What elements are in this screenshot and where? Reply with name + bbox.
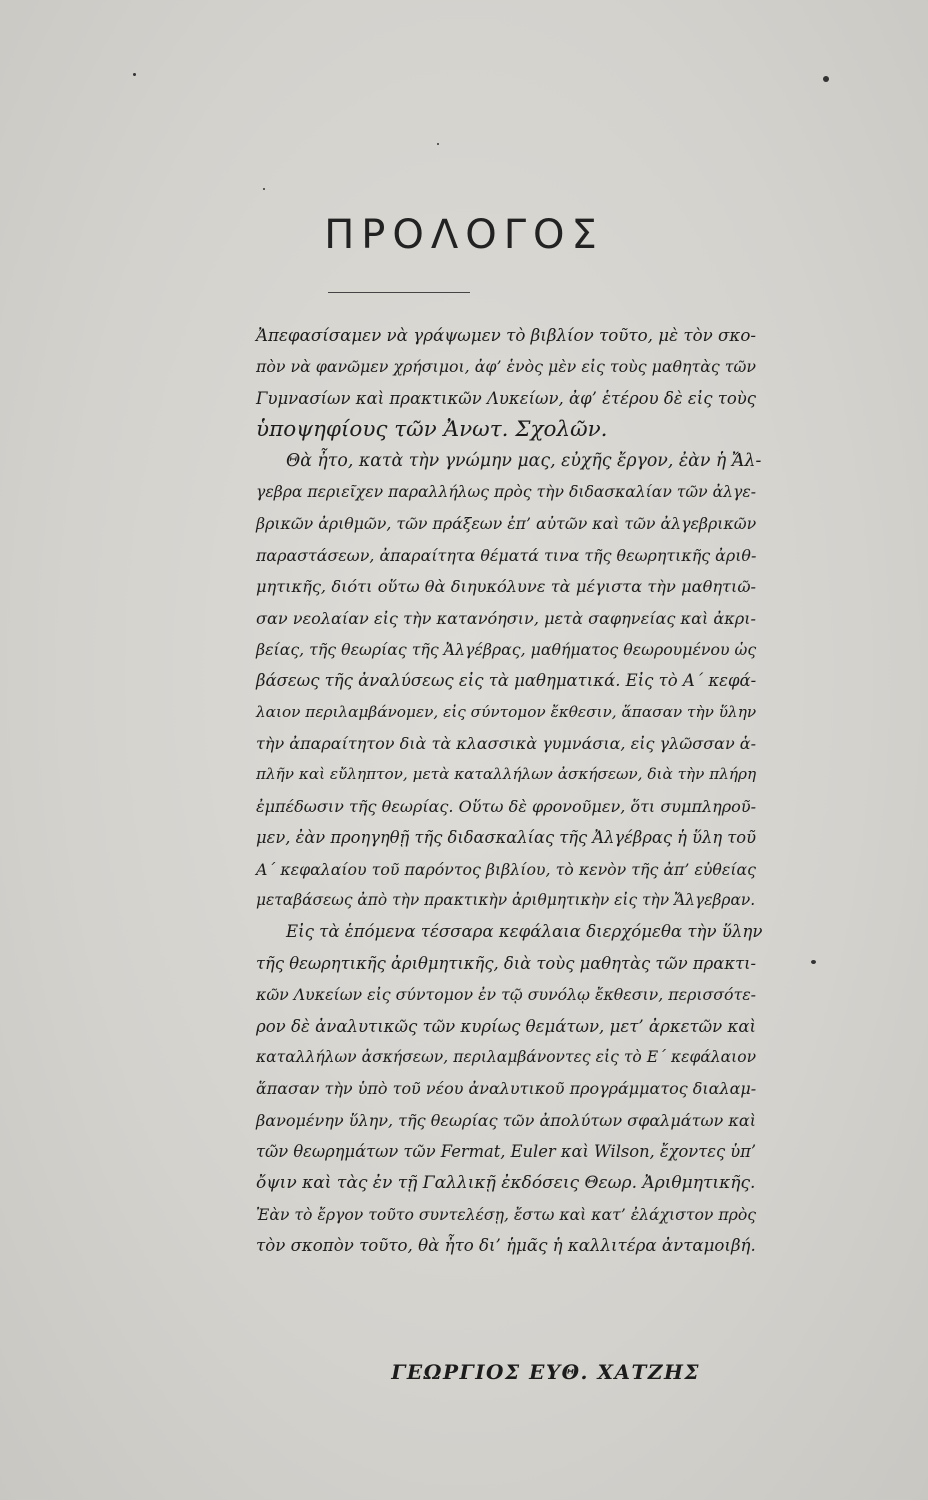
text-line: βάσεως τῆς ἀναλύσεως εἰς τὰ μαθηματικά. Εἰς τὸ Α΄ κεφά- [256, 671, 757, 691]
text-line: παραστάσεων, ἀπαραίτητα θέματά τινα τῆς θεωρητικῆς ἀριθ- [256, 545, 757, 565]
text-line: γεβρα περιεῖχεν παραλλήλως πρὸς τὴν διδασκαλίαν τῶν ἀλγε- [256, 482, 756, 501]
text-line: μεν, ἐὰν προηγηθῇ τῆς διδασκαλίας τῆς Ἀλγέβρας ἡ ὕλη τοῦ [256, 828, 756, 848]
text-line: ρον δὲ ἀναλυτικῶς τῶν κυρίως θεμάτων, μετ’ ἀρκετῶν καὶ [256, 1016, 756, 1036]
text-line: Θὰ ἦτο, κατὰ τὴν γνώμην μας, εὐχῆς ἔργον, ἐὰν ἡ Ἄλ- [286, 450, 762, 471]
title-divider [328, 292, 470, 293]
text-line: τῆς θεωρητικῆς ἀριθμητικῆς, διὰ τοὺς μαθητὰς τῶν πρακτι- [256, 953, 757, 973]
print-speck [437, 143, 439, 145]
text-line: Ἐὰν τὸ ἔργον τοῦτο συντελέσῃ, ἔστω καὶ κατ’ ἐλάχιστον πρὸς [256, 1204, 757, 1224]
text-line: ἐμπέδωσιν τῆς θεωρίας. Οὕτω δὲ φρονοῦμεν, ὅτι συμπληροῦ- [256, 796, 756, 816]
print-speck [133, 73, 136, 76]
text-line: Γυμνασίων καὶ πρακτικῶν Λυκείων, ἀφ’ ἑτέρου δὲ εἰς τοὺς [256, 388, 756, 408]
text-line: τῶν θεωρημάτων τῶν Fermat, Euler καὶ Wilson, ἔχοντες ὑπ’ [256, 1142, 757, 1162]
text-line: βανομένην ὕλην, τῆς θεωρίας τῶν ἀπολύτων σφαλμάτων καὶ [256, 1110, 756, 1130]
print-speck [263, 188, 265, 190]
text-line: ὄψιν καὶ τὰς ἐν τῇ Γαλλικῇ ἐκδόσεις Θεωρ. Ἀριθμητικῆς. [256, 1172, 756, 1193]
text-line: ἅπασαν τὴν ὑπὸ τοῦ νέου ἀναλυτικοῦ προγράμματος διαλαμ- [256, 1079, 757, 1099]
text-line: Εἰς τὰ ἑπόμενα τέσσαρα κεφάλαια διερχόμεθα τὴν ὕλην [286, 922, 763, 942]
print-speck [823, 76, 829, 82]
author-signature: ΓΕΩΡΓΙΟΣ ΕΥΘ. ΧΑΤΖΗΣ [391, 1360, 700, 1384]
preface-body [256, 320, 763, 1262]
text-line: λαιον περιλαμβάνομεν, εἰς σύντομον ἔκθεσιν, ἅπασαν τὴν ὕλην [256, 702, 757, 721]
text-line: πλῆν καὶ εὔληπτον, μετὰ καταλλήλων ἀσκήσεων, διὰ τὴν πλήρη [256, 765, 757, 784]
text-line: σαν νεολαίαν εἰς τὴν κατανόησιν, μετὰ σαφηνείας καὶ ἀκρι- [256, 608, 756, 628]
text-line: μητικῆς, διότι οὕτω θὰ διηυκόλυνε τὰ μέγιστα τὴν μαθητιῶ- [256, 577, 756, 597]
text-line: βείας, τῆς θεωρίας τῆς Ἀλγέβρας, μαθήματος θεωρουμένου ὡς [256, 639, 757, 659]
page-title: ΠΡΟΛΟΓΟΣ [324, 212, 604, 258]
text-line: κῶν Λυκείων εἰς σύντομον ἐν τῷ συνόλῳ ἔκθεσιν, περισσότε- [256, 985, 756, 1005]
text-line: βρικῶν ἀριθμῶν, τῶν πράξεων ἐπ’ αὐτῶν καὶ τῶν ἀλγεβρικῶν [256, 514, 757, 534]
text-line: πὸν νὰ φανῶμεν χρήσιμοι, ἀφ’ ἑνὸς μὲν εἰς τοὺς μαθητὰς τῶν [256, 357, 756, 377]
text-line: καταλλήλων ἀσκήσεων, περιλαμβάνοντες εἰς τὸ Ε΄ κεφάλαιον [256, 1047, 756, 1066]
text-line: Α΄ κεφαλαίου τοῦ παρόντος βιβλίου, τὸ κενὸν τῆς ἀπ’ εὐθείας [256, 859, 756, 879]
text-line: Ἀπεφασίσαμεν νὰ γράψωμεν τὸ βιβλίον τοῦτο, μὲ τὸν σκο- [256, 326, 756, 345]
text-line: μεταβάσεως ἀπὸ τὴν πρακτικὴν ἀριθμητικὴν εἰς τὴν Ἄλγεβραν. [256, 891, 756, 910]
text-line: ὑποψηφίους τῶν Ἀνωτ. Σχολῶν. [256, 417, 608, 443]
print-speck [811, 960, 816, 964]
text-line: τὸν σκοπὸν τοῦτο, θὰ ἦτο δι’ ἡμᾶς ἡ καλλιτέρα ἀνταμοιβή. [256, 1236, 756, 1256]
text-line: τὴν ἀπαραίτητον διὰ τὰ κλασσικὰ γυμνάσια, εἰς γλῶσσαν ἁ- [256, 734, 756, 754]
